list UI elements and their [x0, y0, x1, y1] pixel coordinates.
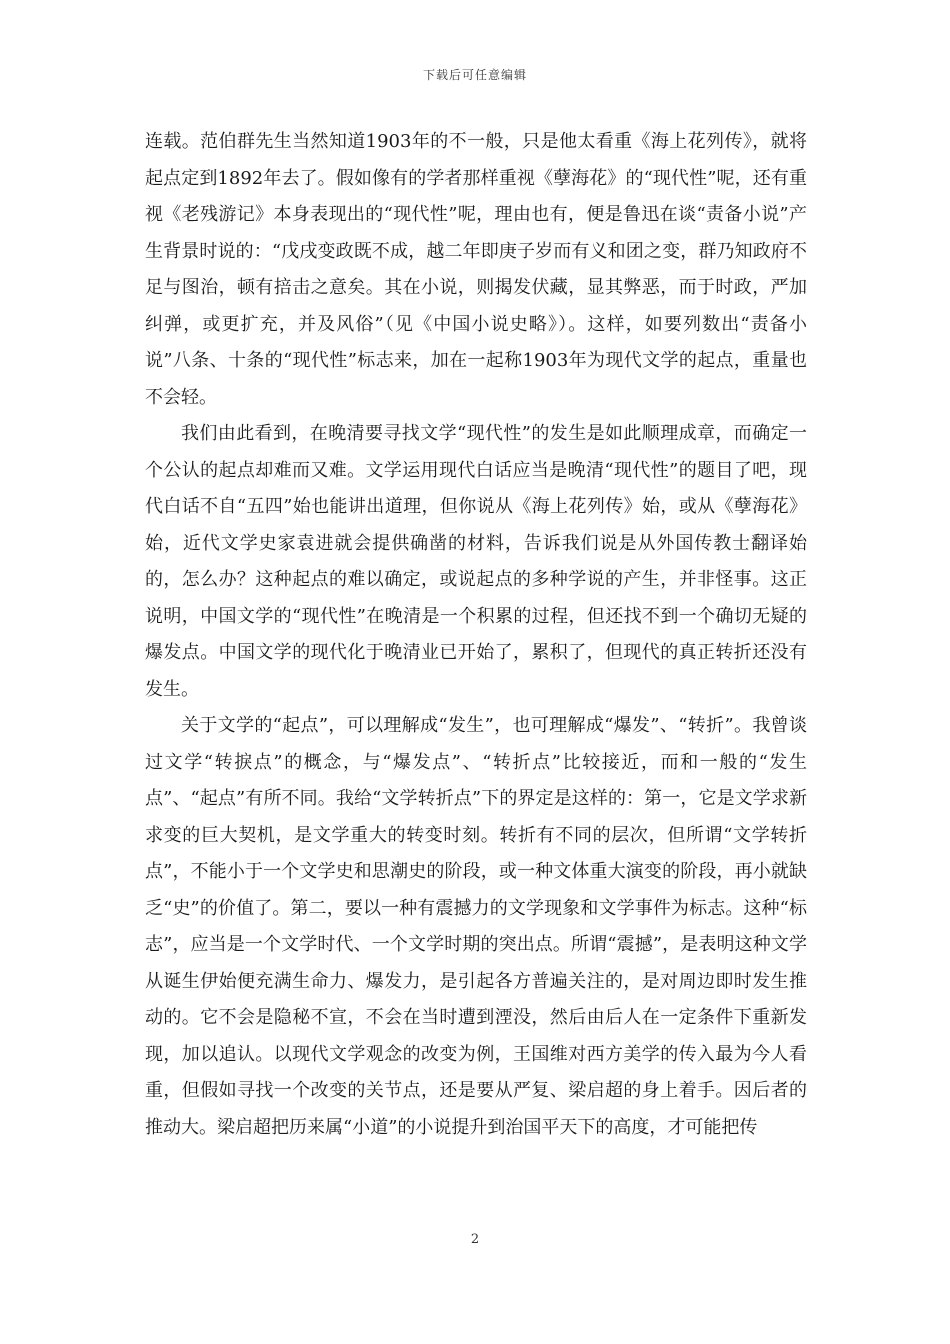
- page-number: 2: [470, 1232, 480, 1247]
- paragraph-2: 我们由此看到，在晚清要寻找文学“现代性”的发生是如此顺理成章，而确定一个公认的起点却难而又难。文学运用现代白话应当是晚清“现代性”的题目了吧，现代白话不自“五四”始也能讲出道理，但你说从《海上花列传》始，或从《孽海花》始，近代文学史家袁进就会提供确凿的材料，告诉我们说是从外国传教士翻译始的，怎么办？这种起点的难以确定，或说起点的多种学说的产生，并非怪事。这正说明，中国文学的“现代性”在晚清是一个积累的过程，但还找不到一个确切无疑的爆发点。中国文学的现代化于晚清业已开始了，累积了，但现代的真正转折还没有发生。: [145, 423, 807, 700]
- page-header-note: 下载后可任意编辑: [422, 68, 527, 82]
- paragraph-1: 连载。范伯群先生当然知道1903年的不一般，只是他太看重《海上花列传》，就将起点定到1892年去了。假如像有的学者那样重视《孽海花》的“现代性”呢，还有重视《老残游记》本身表现出的“现代性”呢，理由也有，便是鲁迅在谈“责备小说”产生背景时说的：“戊戌变政既不成，越二年即庚子岁而有义和团之变，群乃知政府不足与图治，顿有掊击之意矣。其在小说，则揭发伏藏，显其弊恶，而于时政，严加纠弹，或更扩充，并及风俗”（见《中国小说史略》）。这样，如要列数出“责备小说”八条、十条的“现代性”标志来，加在一起称1903年为现代文学的起点，重量也不会轻。: [145, 131, 807, 408]
- document-body: [145, 124, 807, 1146]
- paragraph-3: 关于文学的“起点”，可以理解成“发生”，也可理解成“爆发”、“转折”。我曾谈过文学“转捩点”的概念，与“爆发点”、“转折点”比较接近，而和一般的“发生点”、“起点”有所不同。我给“文学转折点”下的界定是这样的：第一，它是文学求新求变的巨大契机，是文学重大的转变时刻。转折有不同的层次，但所谓“文学转折点”，不能小于一个文学史和思潮史的阶段，或一种文体重大演变的阶段，再小就缺乏“史”的价值了。第二，要以一种有震撼力的文学现象和文学事件为标志。这种“标志”，应当是一个文学时代、一个文学时期的突出点。所谓“震撼”，是表明这种文学从诞生伊始便充满生命力、爆发力，是引起各方普遍关注的，是对周边即时发生推动的。它不会是隐秘不宣，不会在当时遭到湮没，然后由后人在一定条件下重新发现，加以追认。以现代文学观念的改变为例，王国维对西方美学的传入最为今人看重，但假如寻找一个改变的关节点，还是要从严复、梁启超的身上着手。因后者的推动大。梁启超把历来属“小道”的小说提升到治国平天下的高度，才可能把传: [145, 715, 807, 1138]
